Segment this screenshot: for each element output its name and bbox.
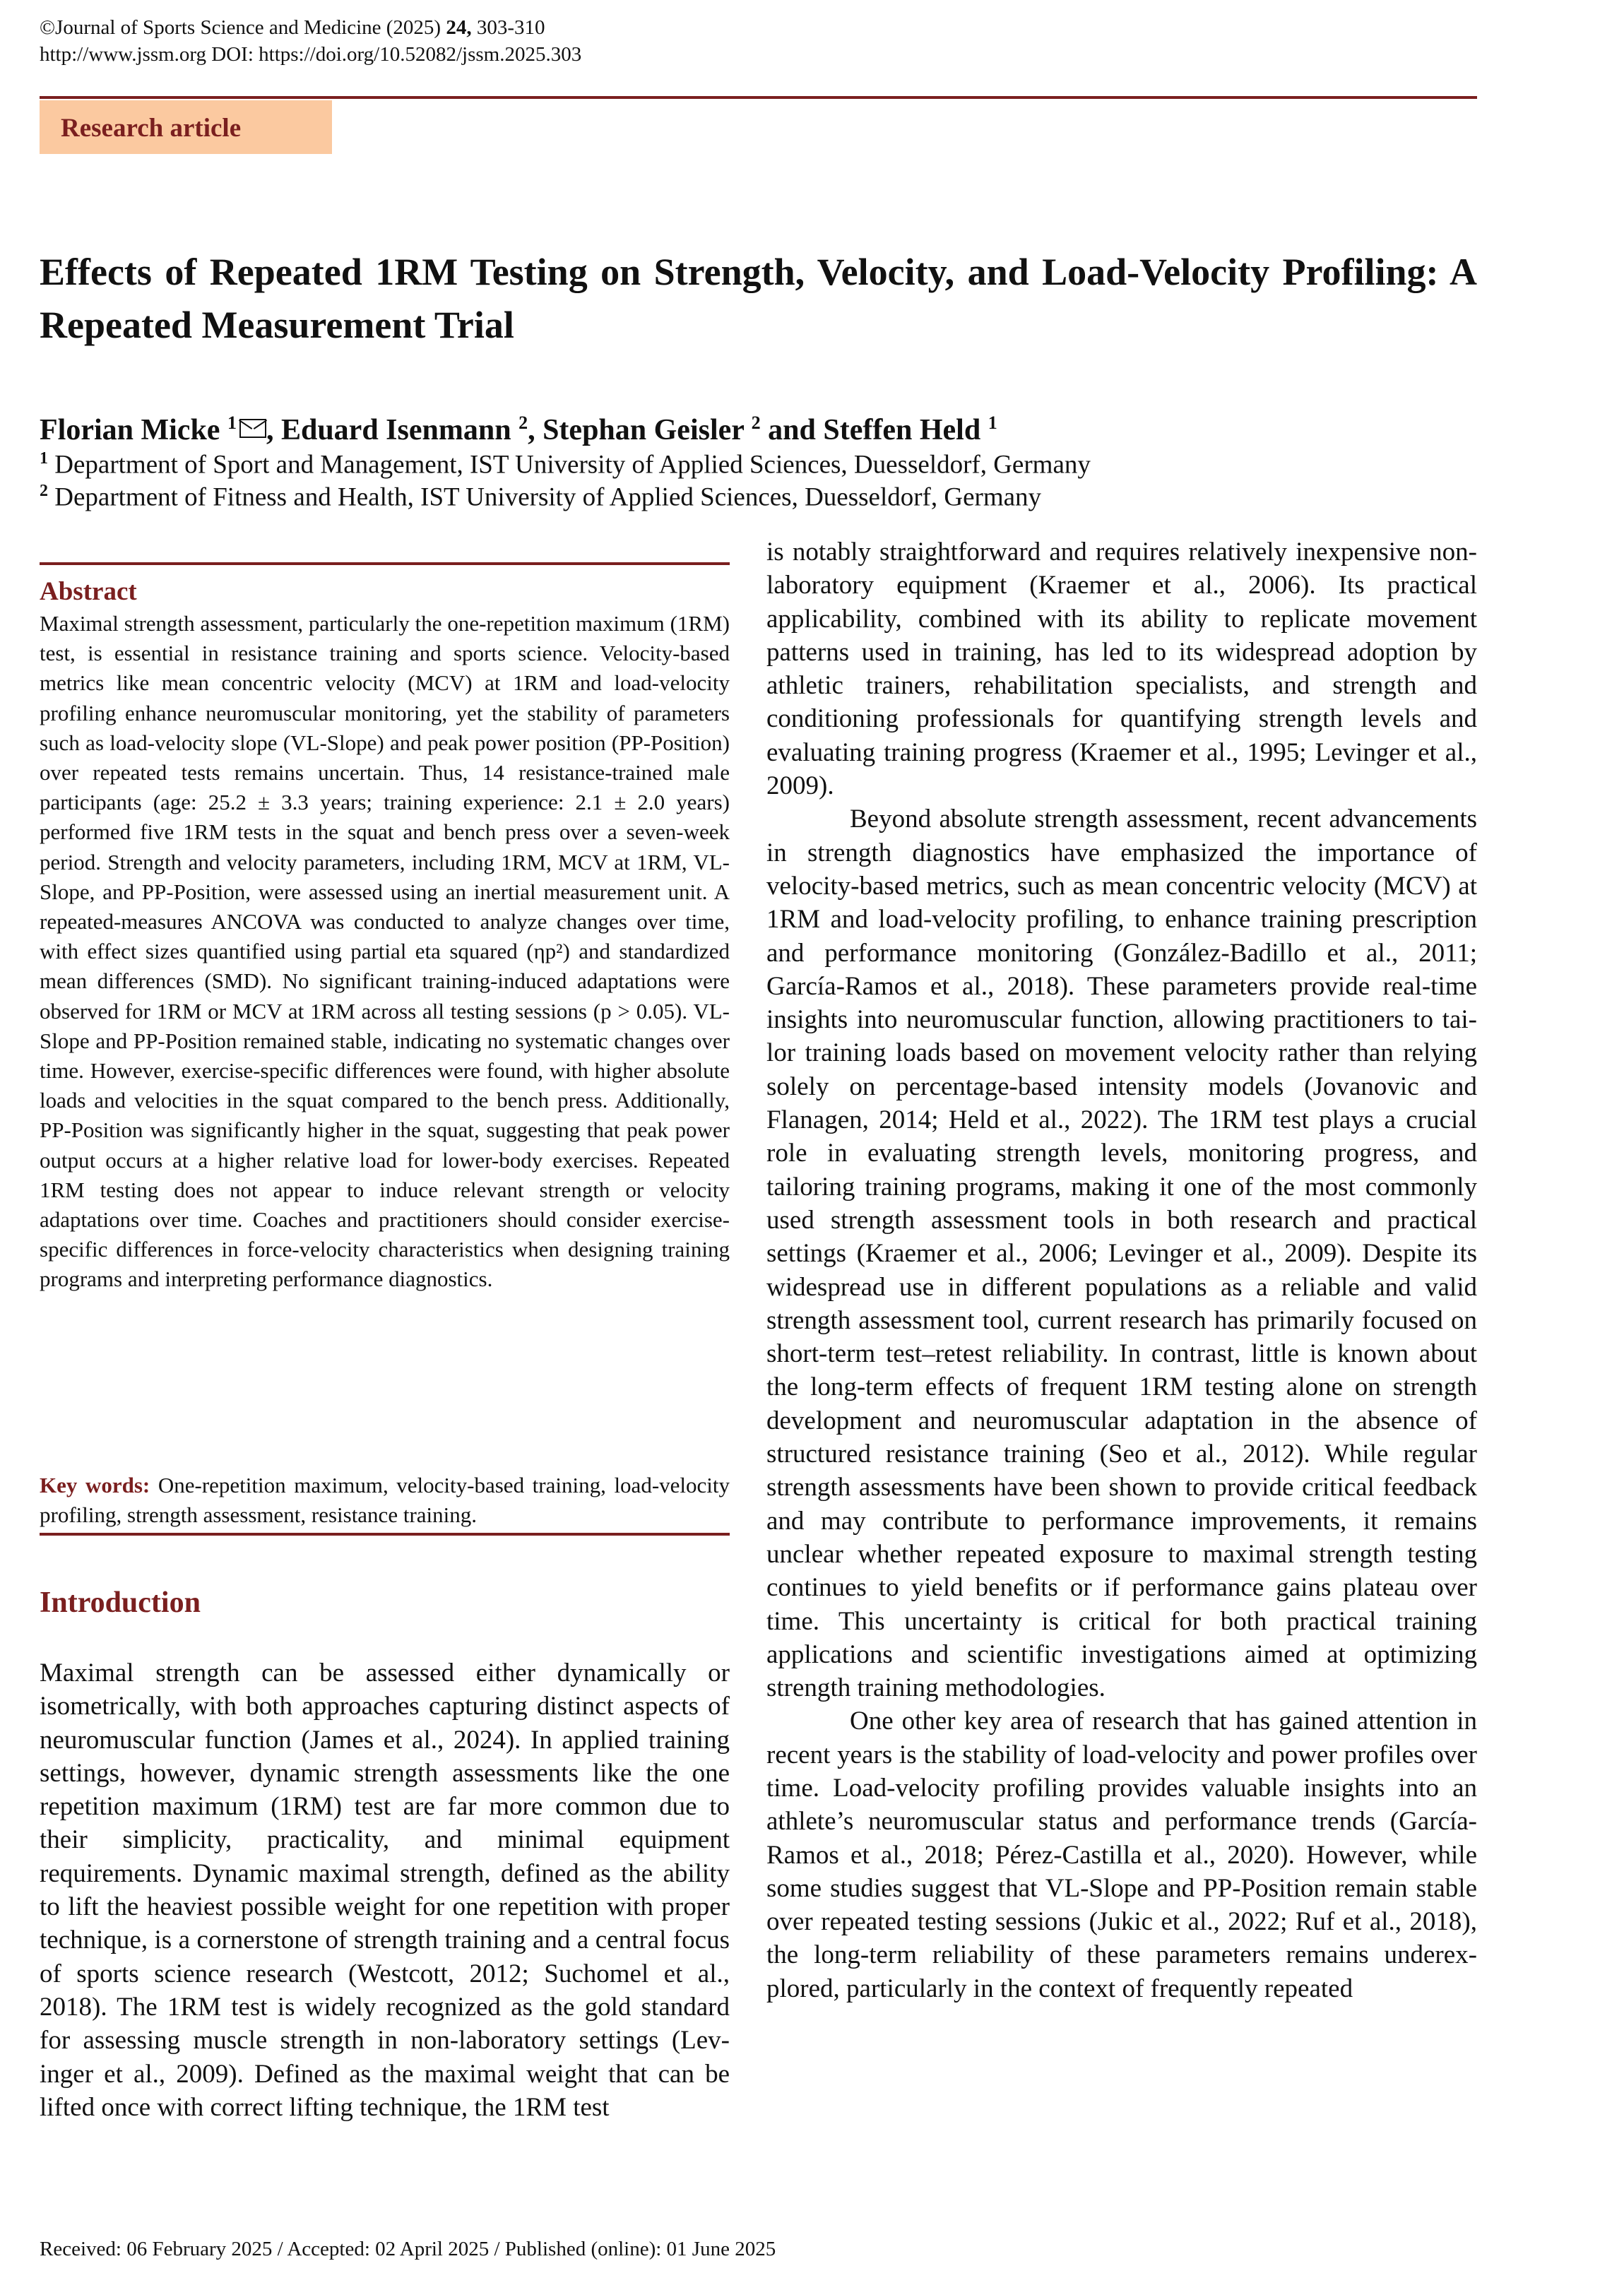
introduction-heading: Introduction [40,1586,201,1619]
keywords [40,1471,730,1530]
intro-paragraph-3: One other key area of research that has gained attention in recent years is the stability of load-velocity and power profiles over time. Load-velocity profiling provides valuable insights into an athlete’s neuromuscular status and performance trends (García-Ramos et al., 2018; Pérez-Castilla et al., 2020). However, while some studies suggest that VL-Slope and PP-Position remain stable over repeated testing sessions (Jukic et al., 2022; Ruf et al., 2018), the long-term reliability of these parameters remains underexplored, particularly in the context of frequently repeated [766,1707,1477,2003]
abstract-text: Maximal strength assessment, particularly the one-repetition maximum (1RM) test, is essential in resistance training and sports science. Velocity-based metrics like mean concentric velocity (MCV) at 1RM and load-velocity profiling enhance neuromuscular monitoring, yet the stability of parameters such as load-velocity slope (VL-Slope) and peak power position (PP-Position) over repeated tests remains uncertain. Thus, 14 resistance-trained male participants (age: 25.2 ± 3.3 years; training experience: 2.1 ± 2.0 years) performed five 1RM tests in the squat and bench press over a seven-week period. Strength and velocity parameters, including 1RM, MCV at 1RM, VL-Slope, and PP-Position, were assessed using an inertial measurement unit. A repeated-measures ANCOVA was conducted to analyze changes over time, with effect sizes quantified using partial eta squared (ηp²) and standardized mean differences (SMD). No significant training-induced adaptations were observed for 1RM or MCV at 1RM across all testing sessions (p > 0.05). VL-Slope and PP-Position remained stable, indicating no systematic changes over time. However, exercise-specific differences were found, with higher absolute loads and velocities in the squat compared to the bench press. Additionally, PP-Position was significantly higher in the squat, suggesting that peak power output occurs at a higher relative load for lower-body exercises. Repeated 1RM testing does not appear to induce relevant strength or velocity adaptations over time. Coaches and practitioners should consider exercise-specific differences in force-velocity characteristics when designing training programs and interpreting performance diagnostics. [40,611,730,1292]
intro-paragraph-1: Maximal strength can be assessed either dynamically or isometrically, with both approaches capturing distinct aspects of neuromuscular function (James et al., 2024). In applied training settings, however, dynamic strength assessments like the one repetition maximum (1RM) test are far more common due to their simplicity, practicality, and minimal equipment requirements. Dynamic maximal strength, defined as the ability to lift the heaviest possible weight for one repetition with proper technique, is a cornerstone of strength training and a central focus of sports science research (Westcott, 2012; Suchomel et al., 2018). The 1RM test is widely recognized as the gold standard for assessing muscle strength in non-laboratory settings (Levinger et al., 2009). Defined as the maximal weight that can be lifted once with correct lifting technique, the 1RM test [40,1659,730,2122]
abstract-top-rule [40,562,730,565]
intro-column-right [766,535,1477,2005]
affiliation-2: $^2$ Department of Fitness and Health, IST University of Applied Sciences, Duesseldorf, Germany [40,482,1042,512]
keywords-label: Key words: [40,1473,150,1497]
article-title: Effects of Repeated 1RM Testing on Strength, Velocity, and Load-Velocity Profiling: A Repeated Measurement Trial [40,251,1477,346]
journal-doi[interactable]: http://www.jssm.org DOI: https://doi.org/10.52082/jssm.2025.303 [40,43,582,66]
intro-paragraph-1-continued: is notably straightforward and requires relatively inexpensive non-laboratory equipment (Kraemer et al., 2006). Its practical applicability, combined with its ability to replicate movement patterns used in training, has led to its widespread adoption by athletic trainers, rehabilitation specialists, and strength and conditioning professionals for quantifying strength levels and evaluating training progress (Kraemer et al., 1995; Levinger et al., 2009). [766,538,1477,801]
publication-dates: Received: 06 February 2025 / Accepted: 02 April 2025 / Published (online): 01 June 2025 [40,2238,776,2260]
article-type-badge [40,100,332,154]
journal-citation: ©Journal of Sports Science and Medicine (2025) 24, 303-310 [40,16,545,39]
journal-header [40,14,581,68]
abstract-heading: Abstract [40,577,137,606]
keywords-text: One-repetition maximum, velocity-based training, load-velocity profiling, strength assessment, resistance training. [40,1473,730,1527]
article-type-label: Research article [61,114,242,143]
affiliation-1: $^1$ Department of Sport and Management, IST University of Applied Sciences, Duesseldorf, Germany [40,449,1091,480]
abstract-bottom-rule [40,1533,730,1536]
header-rule [40,96,1477,99]
intro-paragraph-2: Beyond absolute strength assessment, recent advancements in strength diagnostics have emphasized the importance of velocity-based metrics, such as mean concentric velocity (MCV) at 1RM and load-velocity profiling, to enhance training prescription and performance monitoring (González-Badillo et al., 2011; García-Ramos et al., 2018). These parameters provide real-time insights into neuromuscular function, allowing practitioners to tailor training loads based on movement velocity rather than relying solely on percentage-based intensity models (Jovanovic and Flanagen, 2014; Held et al., 2022). The 1RM test plays a crucial role in evaluating strength levels, monitoring progress, and tailoring training programs, making it one of the most commonly used strength assessment tools in both research and practical settings (Kraemer et al., 2006; Levinger et al., 2009). Despite its widespread use in different populations as a reliable and valid strength assessment tool, current research has primarily focused on short-term test–retest reliability. In contrast, little is known about the long-term effects of frequent 1RM testing alone on strength development and neuromuscular adaptation in the absence of structured resistance training (Seo et al., 2012). While regular strength assessments have been shown to provide critical feedback and may contribute to performance improvements, it remains unclear whether repeated exposure to maximal strength testing continues to yield benefits or if performance gains plateau over time. This uncertainty is critical for both practical training applications and scientific investigations aimed at optimizing strength training methodologies. [766,805,1477,1703]
author-list: Florian Micke $^1$ , Eduard Isenmann $^2$, Stephan Geisler $^2$ and Steffen Held $^1$ [40,413,997,446]
email-icon[interactable] [239,419,266,438]
intro-column-left [40,1656,730,2124]
